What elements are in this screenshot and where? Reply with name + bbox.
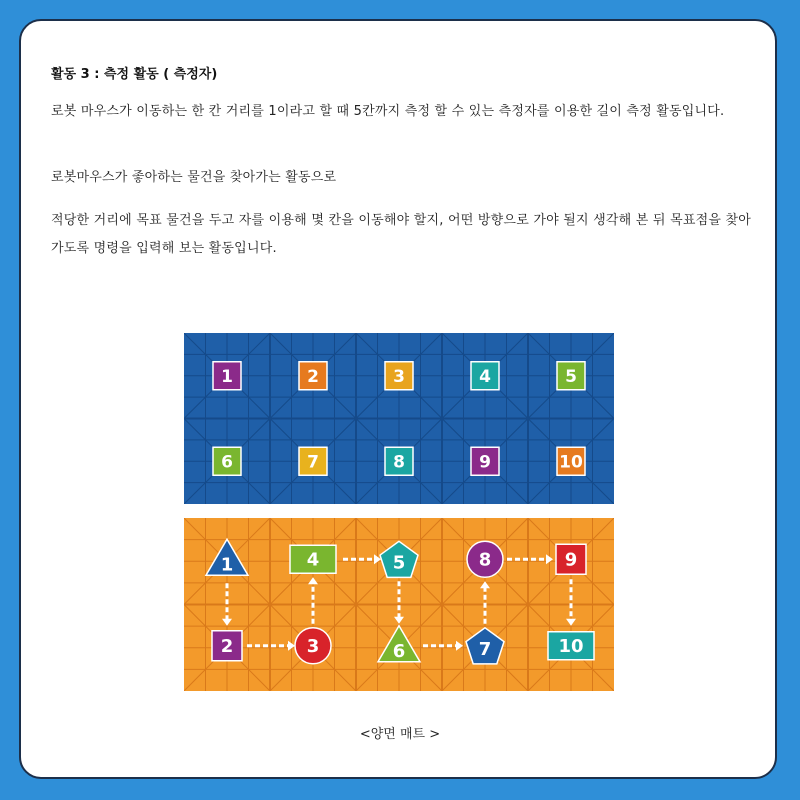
tile-number: 1 <box>220 554 234 576</box>
tile-number: 6 <box>392 641 406 663</box>
tile-number: 3 <box>393 366 405 387</box>
orange-shape-mat <box>184 518 614 691</box>
tile-number: 9 <box>479 452 491 473</box>
paragraph-instructions: 적당한 거리에 목표 물건을 두고 자를 이용해 몇 칸을 이동해야 할지, 어떤 방향으로 가야 될지 생각해 본 뒤 목표점을 찾아가도록 명령을 입력해 보는 활동입니다. <box>51 213 751 256</box>
tile-number: 10 <box>558 636 584 658</box>
tile-number: 9 <box>564 549 578 571</box>
activity-heading: 활동 3 : 측정 활동 ( 측정자) <box>51 67 218 82</box>
tile-number: 8 <box>393 452 405 473</box>
blue-number-mat <box>184 333 614 504</box>
activity-card <box>19 19 777 779</box>
tile-number: 5 <box>565 366 577 387</box>
tile-number: 6 <box>221 452 233 473</box>
tile-number: 4 <box>306 549 320 571</box>
paragraph-description: 로봇 마우스가 이동하는 한 칸 거리를 1이라고 할 때 5칸까지 측정 할 수 있는 측정자를 이용한 길이 측정 활동입니다. <box>51 104 725 119</box>
tile-number: 5 <box>392 552 406 574</box>
tile-number: 1 <box>221 366 233 387</box>
tile-number: 4 <box>479 366 491 387</box>
tile-number: 2 <box>220 636 234 658</box>
tile-number: 10 <box>559 452 583 473</box>
paragraph-goal: 로봇마우스가 좋아하는 물건을 찾아가는 활동으로 <box>51 170 337 185</box>
tile-number: 2 <box>307 366 319 387</box>
tile-number: 3 <box>306 636 320 658</box>
tile-number: 8 <box>478 549 492 571</box>
mat-caption: <양면 매트 > <box>359 727 441 742</box>
tile-number: 7 <box>307 452 319 473</box>
tile-number: 7 <box>478 639 492 661</box>
